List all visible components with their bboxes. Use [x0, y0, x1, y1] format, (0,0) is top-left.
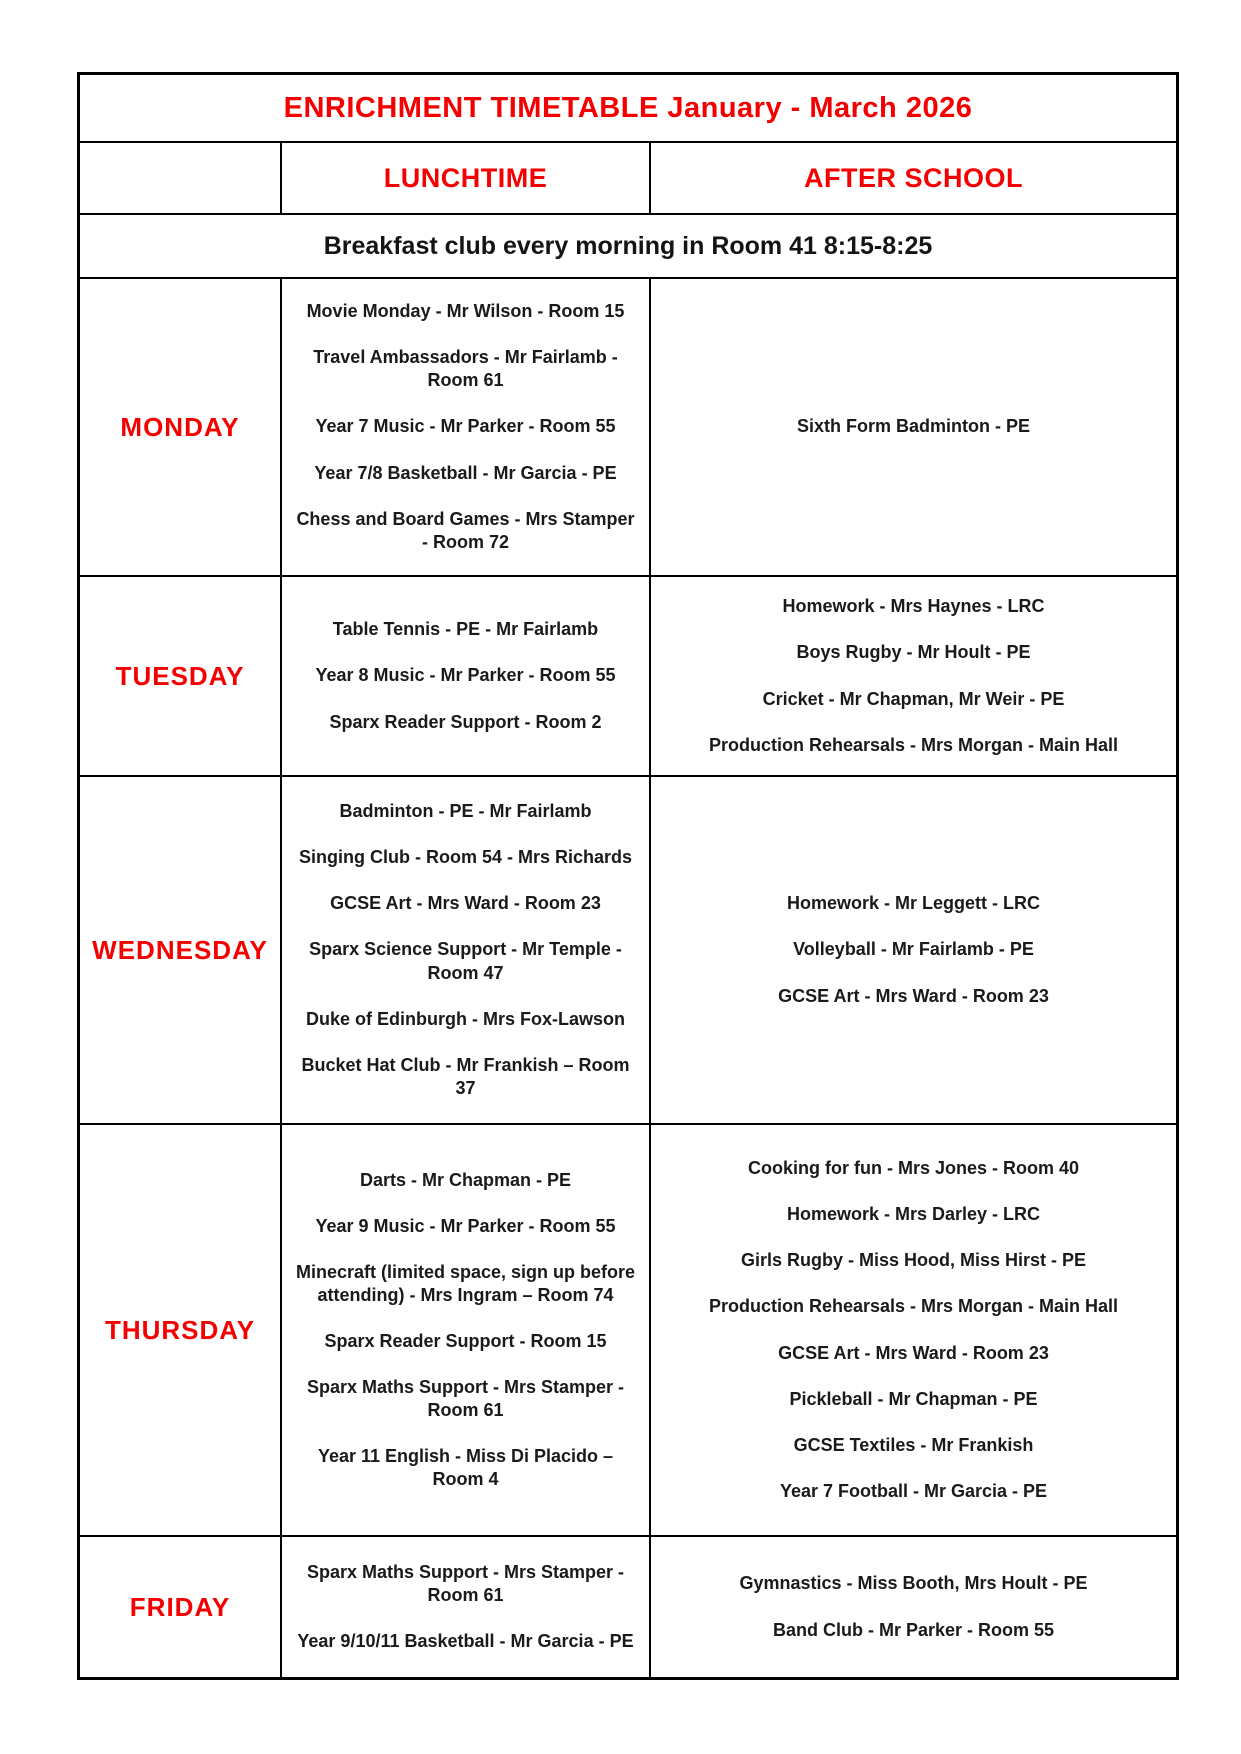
activity-entry: Sparx Reader Support - Room 15: [324, 1330, 607, 1351]
activity-entry: Singing Club - Room 54 - Mrs Richards: [298, 847, 633, 868]
day-row-friday: [80, 1535, 1176, 1677]
activity-entry: Year 9/10/11 Basketball - Mr Garcia - PE: [297, 1631, 634, 1652]
activity-entry: Year 7 Football - Mr Garcia - PE: [779, 1480, 1048, 1501]
activity-entry: Sixth Form Badminton - PE: [796, 416, 1030, 437]
lunchtime-cell: [280, 1125, 649, 1535]
day-row-monday: [80, 277, 1176, 575]
activity-entry: Darts - Mr Chapman - PE: [359, 1169, 572, 1190]
activity-entry: Pickleball - Mr Chapman - PE: [789, 1388, 1038, 1409]
activity-entry: Year 9 Music - Mr Parker - Room 55: [315, 1215, 616, 1236]
activity-entry: Year 8 Music - Mr Parker - Room 55: [315, 665, 616, 686]
activity-entry: GCSE Art - Mrs Ward - Room 23: [778, 985, 1049, 1006]
enrichment-timetable: [77, 72, 1179, 1680]
activity-entry: Duke of Edinburgh - Mrs Fox-Lawson: [306, 1008, 625, 1029]
after-school-cell: [649, 777, 1176, 1123]
activity-entry: Year 7/8 Basketball - Mr Garcia - PE: [314, 462, 617, 483]
activity-entry: Minecraft (limited space, sign up before attending) - Mrs Ingram – Room 74: [295, 1261, 636, 1305]
activity-entry: GCSE Textiles - Mr Frankish: [793, 1434, 1034, 1455]
header-empty-cell: [80, 143, 280, 213]
after-school-cell: [649, 1125, 1176, 1535]
column-header-after-school: AFTER SCHOOL: [649, 143, 1176, 213]
activity-entry: Boys Rugby - Mr Hoult - PE: [796, 642, 1031, 663]
timetable-title: ENRICHMENT TIMETABLE January - March 2026: [283, 91, 973, 124]
activity-entry: Bucket Hat Club - Mr Frankish – Room 37: [301, 1054, 630, 1098]
activity-entry: Girls Rugby - Miss Hood, Miss Hirst - PE: [740, 1250, 1087, 1271]
after-school-cell: [649, 577, 1176, 775]
activity-entry: GCSE Art - Mrs Ward - Room 23: [330, 893, 601, 914]
activity-entry: Sparx Maths Support - Mrs Stamper - Room 61: [306, 1561, 625, 1605]
lunchtime-cell: [280, 279, 649, 575]
breakfast-row: [80, 213, 1176, 277]
day-label-friday: FRIDAY: [129, 1591, 231, 1622]
activity-entry: Homework - Mrs Darley - LRC: [786, 1204, 1041, 1225]
activity-entry: Production Rehearsals - Mrs Morgan - Main Hall: [708, 734, 1119, 755]
lunchtime-cell: [280, 777, 649, 1123]
activity-entry: Homework - Mr Leggett - LRC: [786, 893, 1040, 914]
activity-entry: Year 11 English - Miss Di Placido – Room 4: [317, 1446, 614, 1490]
day-label-tuesday: TUESDAY: [115, 660, 245, 691]
after-school-cell: [649, 1537, 1176, 1677]
activity-entry: Band Club - Mr Parker - Room 55: [772, 1619, 1055, 1640]
activity-entry: Sparx Reader Support - Room 2: [329, 711, 602, 732]
activity-entry: Sparx Science Support - Mr Temple - Room 47: [309, 939, 622, 983]
column-header-lunchtime: LUNCHTIME: [280, 143, 649, 213]
activity-entry: GCSE Art - Mrs Ward - Room 23: [778, 1342, 1049, 1363]
day-label-wednesday: WEDNESDAY: [92, 934, 268, 965]
day-row-wednesday: [80, 775, 1176, 1123]
activity-entry: Homework - Mrs Haynes - LRC: [782, 596, 1045, 617]
day-row-thursday: [80, 1123, 1176, 1535]
after-school-cell: [649, 279, 1176, 575]
day-label-thursday: THURSDAY: [104, 1314, 256, 1345]
lunchtime-cell: [280, 577, 649, 775]
lunchtime-cell: [280, 1537, 649, 1677]
activity-entry: Cricket - Mr Chapman, Mr Weir - PE: [762, 688, 1065, 709]
breakfast-note: Breakfast club every morning in Room 41 8:15-8:25: [323, 231, 933, 260]
activity-entry: Table Tennis - PE - Mr Fairlamb: [332, 619, 599, 640]
day-rows-container: [80, 277, 1176, 1677]
title-row: [80, 75, 1176, 141]
activity-entry: Volleyball - Mr Fairlamb - PE: [793, 939, 1034, 960]
activity-entry: Gymnastics - Miss Booth, Mrs Hoult - PE: [739, 1573, 1088, 1594]
activity-entry: Travel Ambassadors - Mr Fairlamb - Room 61: [313, 347, 618, 391]
activity-entry: Chess and Board Games - Mrs Stamper - Room 72: [296, 508, 635, 552]
column-header-row: [80, 141, 1176, 213]
activity-entry: Sparx Maths Support - Mrs Stamper - Room 61: [306, 1377, 625, 1421]
activity-entry: Year 7 Music - Mr Parker - Room 55: [315, 416, 616, 437]
day-row-tuesday: [80, 575, 1176, 775]
activity-entry: Production Rehearsals - Mrs Morgan - Main Hall: [708, 1296, 1119, 1317]
activity-entry: Cooking for fun - Mrs Jones - Room 40: [747, 1158, 1079, 1179]
activity-entry: Badminton - PE - Mr Fairlamb: [339, 801, 592, 822]
day-label-monday: MONDAY: [120, 411, 240, 442]
activity-entry: Movie Monday - Mr Wilson - Room 15: [306, 301, 625, 322]
